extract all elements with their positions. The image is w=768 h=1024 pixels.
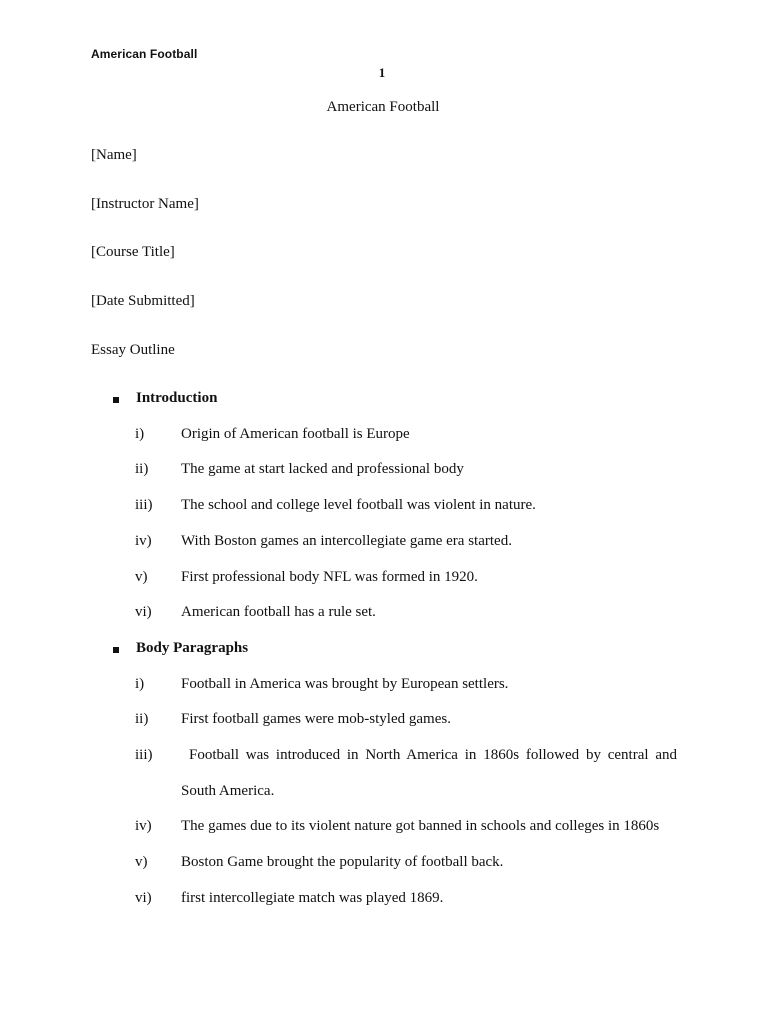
item-text: The games due to its violent nature got banned in schools and colleges in 1860s <box>181 818 660 834</box>
item-number: iv) <box>135 818 152 834</box>
course-placeholder: [Course Title] <box>91 244 175 260</box>
item-text: The school and college level football was violent in nature. <box>181 497 536 513</box>
item-number: vi) <box>135 604 152 620</box>
page-number: 1 <box>378 65 386 80</box>
item-number: i) <box>135 676 145 692</box>
item-text: The game at start lacked and professional body <box>181 461 464 477</box>
item-text: American football has a rule set. <box>181 604 376 620</box>
item-number: i) <box>135 426 145 442</box>
bullet-square-icon <box>113 397 119 403</box>
item-number: iii) <box>135 747 153 763</box>
document-title: American Football <box>326 99 440 115</box>
item-text: Football in America was brought by European settlers. <box>181 676 509 692</box>
item-number: iii) <box>135 497 153 513</box>
item-number: v) <box>135 854 148 870</box>
item-text: Origin of American football is Europe <box>181 426 410 442</box>
section-heading-label: Body Paragraphs <box>136 640 249 656</box>
item-text: first intercollegiate match was played 1869. <box>181 890 444 906</box>
item-text: First professional body NFL was formed in 1920. <box>181 569 478 585</box>
section-heading-label: Introduction <box>136 390 218 406</box>
date-placeholder: [Date Submitted] <box>91 293 195 309</box>
item-number: ii) <box>135 461 149 477</box>
instructor-placeholder: [Instructor Name] <box>91 196 199 212</box>
item-number: v) <box>135 569 148 585</box>
name-placeholder: [Name] <box>91 147 137 163</box>
item-text: Football was introduced in North America in 1860s followed by central and South America. <box>181 747 677 799</box>
item-text: Boston Game brought the popularity of football back. <box>181 854 504 870</box>
item-number: vi) <box>135 890 152 906</box>
item-text: With Boston games an intercollegiate game era started. <box>181 533 512 549</box>
running-head: American Football <box>91 47 198 61</box>
item-number: ii) <box>135 711 149 727</box>
item-number: iv) <box>135 533 152 549</box>
outline-heading: Essay Outline <box>91 342 175 358</box>
item-text: First football games were mob-styled games. <box>181 711 451 727</box>
bullet-square-icon <box>113 647 119 653</box>
